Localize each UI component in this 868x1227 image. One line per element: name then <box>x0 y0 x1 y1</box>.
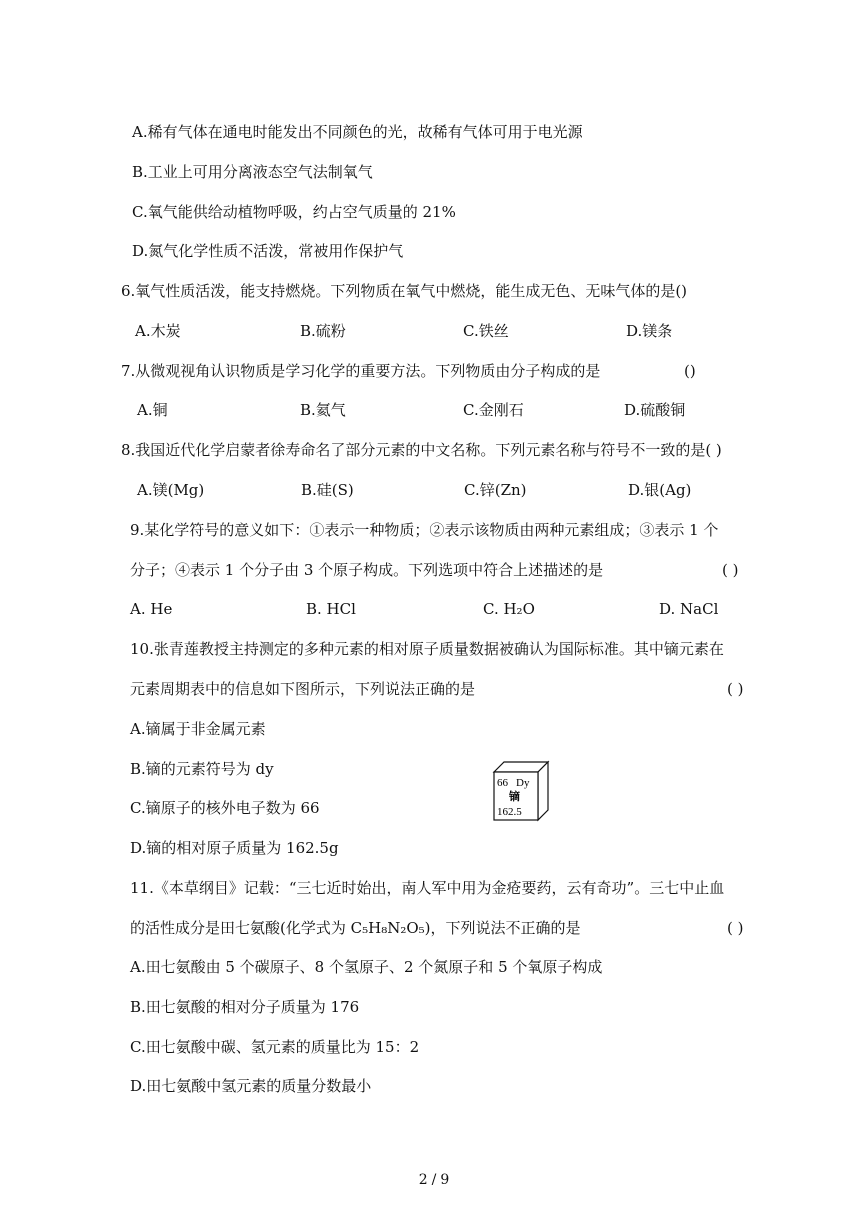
q11-option-d: D.田七氨酸中氢元素的质量分数最小 <box>130 1077 372 1095</box>
q7-answer-paren: () <box>684 362 696 380</box>
element-name: 镝 <box>509 790 520 803</box>
q6-option-b: B.硫粉 <box>300 322 346 340</box>
q9-answer-paren: ( ) <box>722 561 739 579</box>
q5-option-c: C.氧气能供给动植物呼吸，约占空气质量的 21% <box>132 203 456 221</box>
q7-option-d: D.硫酸铜 <box>624 401 686 419</box>
page-total: 9 <box>440 1172 450 1188</box>
q7-stem: 7.从微观视角认识物质是学习化学的重要方法。下列物质由分子构成的是 <box>121 362 601 380</box>
q10-option-c: C.镝原子的核外电子数为 66 <box>130 799 320 817</box>
q11-option-a: A.田七氨酸由 5 个碳原子、8 个氢原子、2 个氮原子和 5 个氧原子构成 <box>130 958 603 976</box>
q10-option-d: D.镝的相对原子质量为 162.5g <box>130 839 339 857</box>
q8-option-a: A.镁(Mg) <box>137 481 205 499</box>
q6-option-a: A.木炭 <box>135 322 181 340</box>
q10-stem-line1: 10.张青莲教授主持测定的多种元素的相对原子质量数据被确认为国际标准。其中镝元素在 <box>130 640 724 658</box>
q9-option-a: A. He <box>130 600 173 618</box>
q8-stem: 8.我国近代化学启蒙者徐寿命名了部分元素的中文名称。下列元素名称与符号不一致的是( ) <box>121 441 722 459</box>
q7-option-b: B.氦气 <box>300 401 346 419</box>
page-current: 2 <box>418 1172 428 1188</box>
element-cell-figure <box>492 760 550 822</box>
element-atomic-mass: 162.5 <box>497 806 522 818</box>
q6-option-d: D.镁条 <box>626 322 673 340</box>
q10-option-a: A.镝属于非金属元素 <box>130 720 266 738</box>
page-separator: / <box>431 1172 437 1188</box>
q9-stem-line1: 9.某化学符号的意义如下：①表示一种物质；②表示该物质由两种元素组成；③表示 1 个 <box>130 521 719 539</box>
q8-option-b: B.硅(S) <box>301 481 354 499</box>
q11-option-b: B.田七氨酸的相对分子质量为 176 <box>130 998 360 1016</box>
page-number <box>0 1172 868 1188</box>
q11-stem-line2: 的活性成分是田七氨酸(化学式为 C₅H₈N₂O₅)，下列说法不正确的是 <box>130 919 581 937</box>
q10-answer-paren: ( ) <box>727 680 744 698</box>
q5-option-d: D.氮气化学性质不活泼，常被用作保护气 <box>132 242 404 260</box>
q11-option-c: C.田七氨酸中碳、氢元素的质量比为 15：2 <box>130 1038 420 1056</box>
q5-option-b: B.工业上可用分离液态空气法制氧气 <box>132 163 373 181</box>
element-symbol: Dy <box>516 777 530 789</box>
q9-stem-line2: 分子；④表示 1 个分子由 3 个原子构成。下列选项中符合上述描述的是 <box>130 561 604 579</box>
q7-option-a: A.铜 <box>137 401 168 419</box>
q11-answer-paren: ( ) <box>727 919 744 937</box>
q9-option-b: B. HCl <box>306 600 356 618</box>
q6-stem: 6.氧气性质活泼，能支持燃烧。下列物质在氧气中燃烧，能生成无色、无味气体的是() <box>121 282 688 300</box>
element-atomic-number: 66 <box>497 777 508 789</box>
q7-option-c: C.金刚石 <box>463 401 524 419</box>
q11-stem-line1: 11.《本草纲目》记载：“三七近时始出，南人军中用为金疮要药，云有奇功”。三七中止血 <box>130 879 725 897</box>
q5-option-a: A.稀有气体在通电时能发出不同颜色的光，故稀有气体可用于电光源 <box>132 123 583 141</box>
q10-option-b: B.镝的元素符号为 dy <box>130 760 274 778</box>
q9-option-d: D. NaCl <box>659 600 719 618</box>
q9-option-c: C. H₂O <box>483 600 535 618</box>
element-cell-side-face <box>538 762 548 820</box>
q8-option-d: D.银(Ag) <box>628 481 692 499</box>
q10-stem-line2: 元素周期表中的信息如下图所示，下列说法正确的是 <box>130 680 476 698</box>
q6-option-c: C.铁丝 <box>463 322 509 340</box>
q8-option-c: C.锌(Zn) <box>464 481 527 499</box>
